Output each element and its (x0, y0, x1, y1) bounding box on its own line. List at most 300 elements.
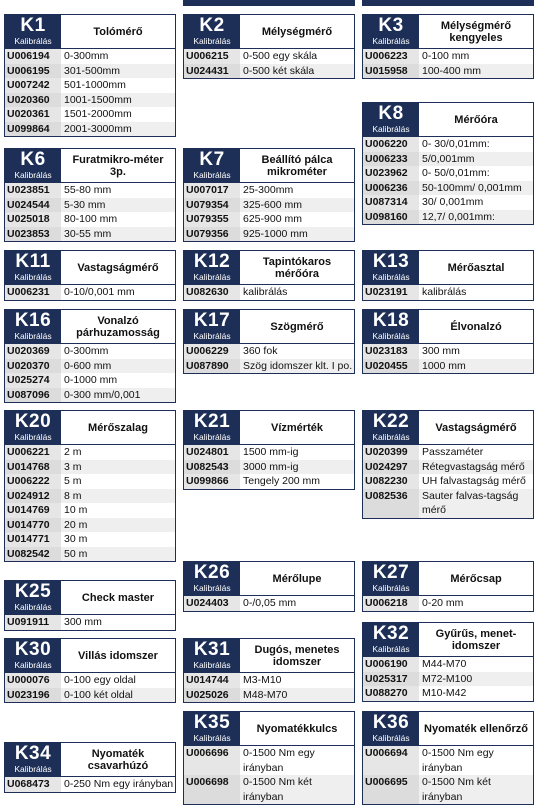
card-header (363, 251, 533, 285)
card-header (184, 712, 354, 746)
card-code-label: Kalibrálás (193, 36, 231, 46)
item-id: U014768 (5, 460, 61, 475)
item-range: 0-300mm (64, 345, 109, 357)
item-range: 625-900 mm (243, 213, 302, 225)
item-range: 30/ 0,001mm (422, 196, 484, 208)
card-title: Mérőszalag (88, 421, 148, 434)
card-title: Dugós, menetes idomszer (254, 643, 340, 668)
item-range: M72-M100 (419, 672, 533, 687)
item-id: U014744 (184, 673, 240, 688)
item-id: U023962 (363, 166, 419, 181)
calibration-card-k2 (183, 14, 355, 79)
item-range: 2 m (64, 446, 82, 458)
card-code: K2 (199, 15, 225, 36)
table-row (5, 615, 175, 630)
item-range: M48-M70 (240, 688, 354, 703)
calibration-card-k12 (183, 250, 355, 301)
card-code: K36 (372, 712, 410, 733)
item-id: U023191 (363, 285, 419, 300)
item-id: U025026 (184, 688, 240, 703)
card-code: K27 (372, 562, 410, 583)
card-code: K13 (372, 251, 410, 272)
item-id: U006695 (363, 775, 419, 804)
card-code: K17 (193, 310, 231, 331)
table-row (363, 686, 533, 701)
card-title: Vastagságmérő (435, 421, 517, 434)
card-header (5, 15, 175, 49)
item-range: M3-M10 (243, 674, 282, 686)
card-code-badge (5, 639, 61, 672)
item-id: U006231 (5, 285, 61, 300)
card-code-badge (5, 411, 61, 444)
card-header (5, 581, 175, 615)
item-range: 30-55 mm (61, 227, 175, 242)
table-row (363, 166, 533, 181)
card-code-badge (184, 15, 240, 48)
table-row (5, 445, 175, 460)
card-header (363, 103, 533, 137)
card-code-label: Kalibrálás (193, 170, 231, 180)
table-row (5, 373, 175, 388)
card-title: Mérőcsap (450, 572, 502, 585)
item-range: 8 m (61, 489, 175, 504)
calibration-card-k35 (183, 711, 355, 805)
card-header (5, 310, 175, 344)
calibration-card-k18 (362, 309, 534, 374)
item-range: 55-80 mm (64, 184, 112, 196)
card-header (363, 310, 533, 344)
table-row (5, 503, 175, 518)
item-range: 0-500 két skála (240, 64, 354, 79)
card-code: K6 (20, 149, 46, 170)
item-range: 1000 mm (419, 359, 533, 374)
item-id: U023183 (363, 344, 419, 359)
item-id: U082543 (184, 460, 240, 475)
table-row (5, 518, 175, 533)
card-code: K30 (14, 639, 52, 660)
table-row (363, 489, 533, 518)
card-code-label: Kalibrálás (193, 660, 231, 670)
table-row (184, 49, 354, 64)
item-id: U082230 (363, 474, 419, 489)
table-row (363, 596, 533, 611)
table-row (5, 673, 175, 688)
item-range: 0-300mm (64, 50, 109, 62)
card-header (363, 712, 533, 746)
item-range: 10 m (64, 504, 88, 516)
table-row (363, 285, 533, 300)
card-code-badge (363, 562, 419, 595)
item-range: 360 fok (243, 345, 278, 357)
item-range: 0-250 Nm egy irányban (64, 778, 174, 790)
item-id: U082630 (184, 285, 240, 300)
item-id: U006220 (363, 137, 419, 152)
card-code-label: Kalibrálás (372, 583, 410, 593)
item-id: U006698 (184, 775, 240, 804)
card-code-badge (363, 310, 419, 343)
card-code: K1 (20, 15, 46, 36)
item-id: U015958 (363, 64, 419, 79)
item-id: U068473 (5, 777, 61, 792)
card-header (184, 562, 354, 596)
card-code-badge (363, 251, 419, 284)
card-code: K31 (193, 639, 231, 660)
item-range: 12,7/ 0,001mm: (419, 210, 533, 225)
card-header (184, 411, 354, 445)
table-row (184, 688, 354, 703)
calibration-card-k27 (362, 561, 534, 612)
item-range: 0-/0,05 mm (243, 597, 297, 609)
card-header (363, 411, 533, 445)
item-range: 2001-3000mm (61, 122, 175, 137)
item-range: 301-500mm (61, 64, 175, 79)
item-id: U020369 (5, 344, 61, 359)
card-title: Szögmérő (270, 320, 324, 333)
card-code-label: Kalibrálás (372, 36, 410, 46)
table-row (5, 49, 175, 64)
item-range: 0-600 mm (61, 359, 175, 374)
card-title: Beállító pálca mikrométer (261, 153, 333, 178)
item-range: Szög idomszer klt. I po. (240, 359, 354, 374)
card-code-label: Kalibrálás (372, 644, 410, 654)
item-id: U006195 (5, 64, 61, 79)
calibration-card-k16 (4, 309, 176, 403)
card-code-badge (5, 15, 61, 48)
table-row (363, 672, 533, 687)
item-range: 1501-2000mm (64, 108, 132, 120)
item-range: 5/0,001mm (419, 152, 533, 167)
item-id: U006222 (5, 474, 61, 489)
calibration-card-k17 (183, 309, 355, 374)
table-row (363, 445, 533, 460)
card-title: Nyomaték ellenőrző (424, 722, 528, 735)
table-row (363, 49, 533, 64)
card-title: Check master (81, 591, 155, 604)
item-id: U006223 (363, 49, 419, 64)
item-range: 0-1500 Nm két irányban (419, 775, 533, 804)
top-strip-left (183, 0, 355, 6)
card-code: K16 (14, 310, 52, 331)
card-title: Tapintókaros mérőóra (262, 255, 332, 280)
item-id: U006215 (184, 49, 240, 64)
item-range: 25-300mm (243, 184, 294, 196)
card-header (184, 149, 354, 183)
calibration-card-k20 (4, 410, 176, 562)
table-row (5, 78, 175, 93)
item-id: U014769 (5, 503, 61, 518)
card-code-badge (363, 712, 419, 745)
item-id: U020360 (5, 93, 61, 108)
item-range: 300 mm (64, 616, 102, 628)
item-range: kalibrálás (422, 286, 467, 298)
item-id: U020455 (363, 359, 419, 374)
item-range: 0-500 egy skála (243, 50, 318, 62)
item-range: 925-1000 mm (240, 227, 354, 242)
item-range: Rétegvastagság mérő (419, 460, 533, 475)
card-code-badge (184, 562, 240, 595)
card-title: Vastagságmérő (77, 261, 159, 274)
table-row (184, 445, 354, 460)
item-range: kalibrálás (243, 286, 288, 298)
card-code-label: Kalibrálás (14, 272, 52, 282)
item-range: 0-100 két oldal (61, 688, 175, 703)
table-row (5, 460, 175, 475)
item-range: Tengely 200 mm (243, 475, 321, 487)
table-row (184, 212, 354, 227)
table-row (363, 181, 533, 196)
item-range: 1001-1500mm (61, 93, 175, 108)
card-title: Furatmikro-méter 3p. (72, 153, 164, 178)
card-title: Vonalzó párhuzamosság (76, 314, 160, 339)
item-range: 325-600 mm (240, 198, 354, 213)
card-title: Mérőasztal (447, 261, 505, 274)
table-row (363, 460, 533, 475)
item-id: U007242 (5, 78, 61, 93)
table-row (5, 122, 175, 137)
calibration-card-k36 (362, 711, 534, 805)
item-id: U079356 (184, 227, 240, 242)
table-row (5, 183, 175, 198)
card-code: K3 (378, 15, 404, 36)
table-row (184, 227, 354, 242)
card-header (184, 251, 354, 285)
table-row (5, 107, 175, 122)
card-code-badge (184, 251, 240, 284)
table-row (5, 777, 175, 792)
table-row (5, 64, 175, 79)
item-range: 0- 30/0,01mm: (422, 138, 490, 150)
item-range: 0-1000 mm (64, 374, 118, 386)
top-strip-right (362, 0, 534, 6)
card-code-label: Kalibrálás (14, 764, 52, 774)
card-title: Villás idomszer (78, 649, 158, 662)
card-header (363, 562, 533, 596)
card-code-badge (5, 743, 61, 776)
item-id: U079355 (184, 212, 240, 227)
item-id: U082536 (363, 489, 419, 518)
card-code: K18 (372, 310, 410, 331)
item-id: U087314 (363, 195, 419, 210)
item-id: U006190 (363, 657, 419, 672)
item-id: U023851 (5, 183, 61, 198)
item-id: U099866 (184, 474, 240, 489)
item-id: U024297 (363, 460, 419, 475)
item-id: U006696 (184, 746, 240, 775)
card-title: Nyomatékkulcs (256, 722, 338, 735)
card-code-label: Kalibrálás (14, 432, 52, 442)
card-code: K12 (193, 251, 231, 272)
item-id: U098160 (363, 210, 419, 225)
calibration-card-k34 (4, 742, 176, 793)
item-id: U006218 (363, 596, 419, 611)
calibration-card-k31 (183, 638, 355, 703)
table-row (363, 195, 533, 210)
item-id: U091911 (5, 615, 61, 630)
item-range: 0-1500 Nm egy irányban (243, 747, 315, 774)
calibration-card-k30 (4, 638, 176, 703)
table-row (5, 359, 175, 374)
card-code: K35 (193, 712, 231, 733)
item-id: U024403 (184, 596, 240, 611)
table-row (184, 198, 354, 213)
table-row (184, 64, 354, 79)
table-row (184, 359, 354, 374)
card-code-label: Kalibrálás (14, 36, 52, 46)
card-code-label: Kalibrálás (372, 733, 410, 743)
card-header (184, 639, 354, 673)
item-range: 80-100 mm (64, 213, 118, 225)
card-code-badge (184, 411, 240, 444)
item-id: U025018 (5, 212, 61, 227)
card-code-label: Kalibrálás (193, 272, 231, 282)
table-row (363, 775, 533, 804)
calibration-card-k25 (4, 580, 176, 631)
card-code-label: Kalibrálás (14, 331, 52, 341)
item-range: 501-1000mm (64, 79, 126, 91)
item-id: U024544 (5, 198, 61, 213)
card-title: Tolómérő (93, 25, 143, 38)
card-code-badge (184, 712, 240, 745)
card-code-label: Kalibrálás (14, 660, 52, 670)
card-code-badge (5, 149, 61, 182)
table-row (5, 212, 175, 227)
table-row (184, 673, 354, 688)
item-id: U079354 (184, 198, 240, 213)
table-row (5, 227, 175, 242)
calibration-card-k26 (183, 561, 355, 612)
calibration-card-k11 (4, 250, 176, 301)
calibration-card-k6 (4, 148, 176, 242)
item-id: U014770 (5, 518, 61, 533)
table-row (363, 137, 533, 152)
table-row (5, 489, 175, 504)
table-row (5, 344, 175, 359)
card-code: K21 (193, 411, 231, 432)
card-code-badge (363, 15, 419, 48)
item-range: 3000 mm-ig (240, 460, 354, 475)
card-header (5, 743, 175, 777)
item-range: 0-10/0,001 mm (64, 286, 135, 298)
calibration-card-k1 (4, 14, 176, 137)
calibration-card-k13 (362, 250, 534, 301)
card-code-label: Kalibrálás (372, 432, 410, 442)
item-id: U088270 (363, 686, 419, 701)
card-title: Élvonalzó (450, 320, 502, 333)
item-id: U023196 (5, 688, 61, 703)
item-id: U006229 (184, 344, 240, 359)
table-row (184, 285, 354, 300)
item-id: U024912 (5, 489, 61, 504)
card-code-badge (5, 251, 61, 284)
item-range: 50-100mm/ 0,001mm (419, 181, 533, 196)
item-id: U006236 (363, 181, 419, 196)
card-header (5, 411, 175, 445)
item-range: M10-M42 (422, 687, 467, 699)
item-range: 20 m (61, 518, 175, 533)
item-range: UH falvastagság mérő (422, 475, 526, 487)
card-code: K32 (372, 623, 410, 644)
table-row (363, 474, 533, 489)
table-row (363, 657, 533, 672)
item-id: U006194 (5, 49, 61, 64)
card-code-label: Kalibrálás (193, 583, 231, 593)
card-code-badge (184, 310, 240, 343)
card-header (184, 15, 354, 49)
item-id: U020370 (5, 359, 61, 374)
card-title: Nyomaték csavarhúzó (87, 747, 149, 772)
item-id: U000076 (5, 673, 61, 688)
table-row (5, 93, 175, 108)
card-title: Vízmérték (271, 421, 323, 434)
calibration-card-k22 (362, 410, 534, 519)
calibration-card-k21 (183, 410, 355, 490)
item-range: 5 m (64, 475, 82, 487)
card-code: K22 (372, 411, 410, 432)
table-row (184, 746, 354, 775)
calibration-card-k32 (362, 622, 534, 702)
card-code-label: Kalibrálás (193, 733, 231, 743)
table-row (184, 596, 354, 611)
table-row (184, 775, 354, 804)
item-id: U024801 (184, 445, 240, 460)
card-header (184, 310, 354, 344)
card-header (5, 639, 175, 673)
card-code: K20 (14, 411, 52, 432)
card-code: K25 (14, 581, 52, 602)
card-code-badge (184, 149, 240, 182)
table-row (5, 547, 175, 562)
item-range: 0-100 mm (422, 50, 470, 62)
item-range: 3 m (61, 460, 175, 475)
item-id: U023853 (5, 227, 61, 242)
table-row (5, 198, 175, 213)
item-range: Passzaméter (422, 446, 484, 458)
card-title: Gyűrűs, menet-idomszer (435, 627, 517, 652)
table-row (5, 285, 175, 300)
item-range: 5-30 mm (61, 198, 175, 213)
table-row (5, 388, 175, 403)
table-row (363, 64, 533, 79)
card-title: Mélységmérő kengyeles (440, 19, 512, 44)
item-range: 0-20 mm (422, 597, 464, 609)
table-row (5, 532, 175, 547)
card-code: K7 (199, 149, 225, 170)
item-id: U082542 (5, 547, 61, 562)
item-range: 0-300 mm/0,001 (61, 388, 175, 403)
card-code-label: Kalibrálás (14, 602, 52, 612)
card-title: Mérőóra (454, 113, 498, 126)
card-header (5, 251, 175, 285)
card-code: K34 (14, 743, 52, 764)
item-id: U014771 (5, 532, 61, 547)
calibration-card-k7 (183, 148, 355, 242)
item-range: M44-M70 (422, 658, 467, 670)
item-range: 0-1500 Nm két irányban (240, 775, 354, 804)
table-row (363, 344, 533, 359)
card-code-label: Kalibrálás (372, 272, 410, 282)
item-id: U020399 (363, 445, 419, 460)
item-id: U006233 (363, 152, 419, 167)
card-code-badge (184, 639, 240, 672)
card-code: K26 (193, 562, 231, 583)
card-code-label: Kalibrálás (14, 170, 52, 180)
table-row (5, 474, 175, 489)
card-code-badge (363, 623, 419, 656)
calibration-card-k3 (362, 14, 534, 79)
table-row (5, 688, 175, 703)
item-range: 50 m (61, 547, 175, 562)
card-header (363, 15, 533, 49)
